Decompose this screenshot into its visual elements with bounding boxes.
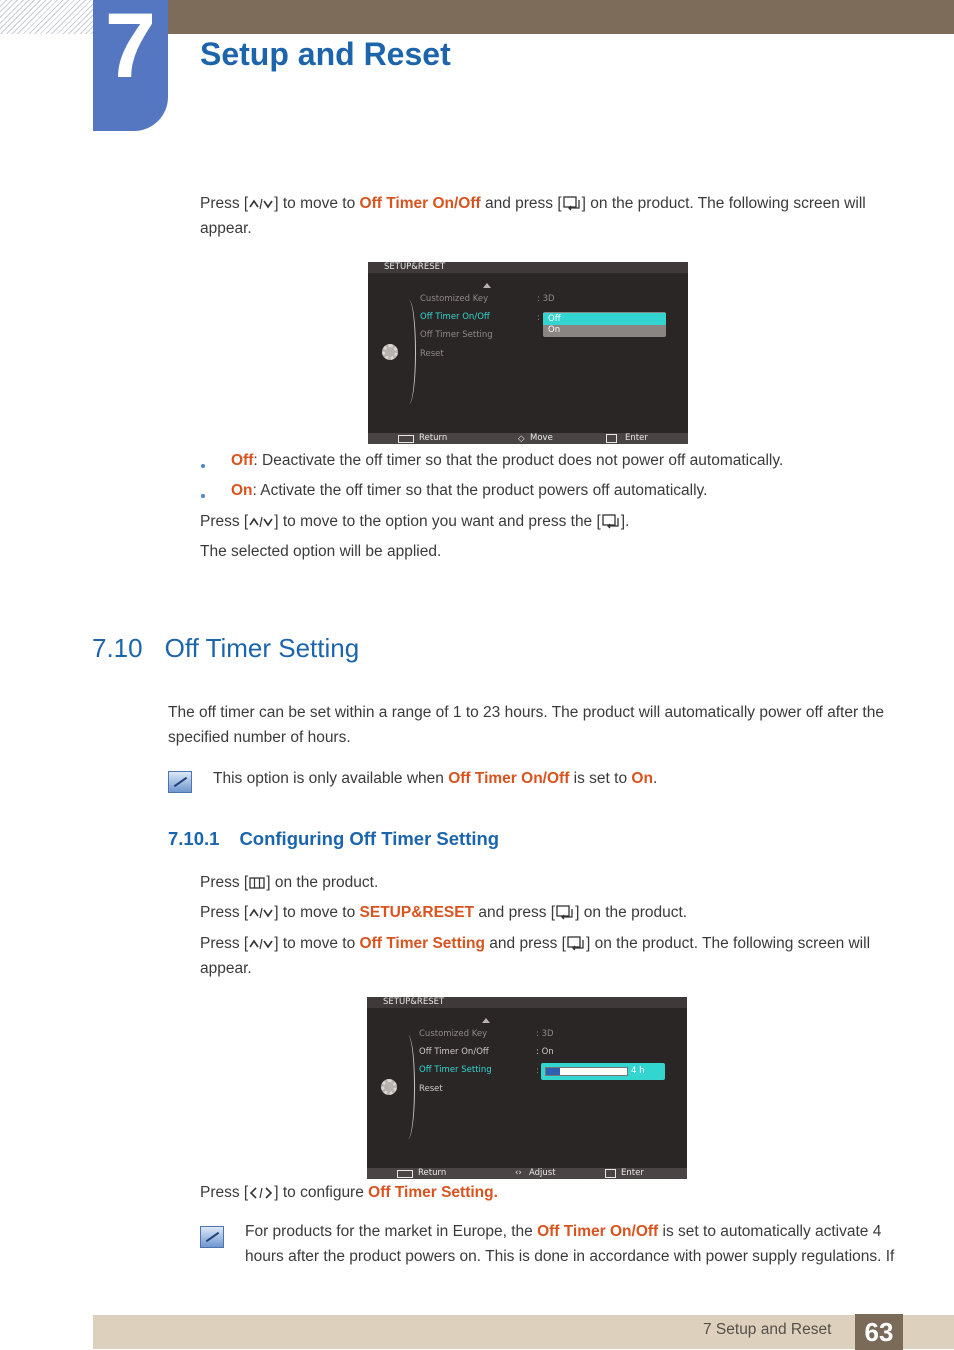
osd-footer-enter: Enter [625, 433, 648, 443]
bullet-dot [201, 494, 205, 498]
osd-value-customized-key: : 3D [536, 1029, 554, 1039]
osd-title: SETUP&RESET [368, 262, 688, 273]
menu-icon [397, 1170, 413, 1178]
osd-option-off: Off [548, 314, 561, 324]
left-right-icon: ‹› [515, 1168, 522, 1178]
scroll-up-arrow-icon [482, 1018, 490, 1023]
section-intro: The off timer can be set within a range of 1 to 23 hours. The product will automatically power off after the specified number of hours. [168, 704, 884, 746]
step-configure: Press [ ] to configure Off Timer Setting. [200, 1184, 498, 1201]
osd-item-off-timer-setting: Off Timer Setting [419, 1065, 492, 1075]
osd-item-customized-key: Customized Key [419, 1029, 488, 1039]
gear-icon [381, 1079, 397, 1095]
move-icon: ◇ [518, 434, 525, 444]
osd-footer-return: Return [419, 433, 448, 443]
osd-item-reset: Reset [420, 349, 444, 359]
osd-footer-enter: Enter [621, 1168, 644, 1178]
note-icon [168, 771, 192, 793]
chapter-number: 7 [104, 0, 157, 97]
osd-option-on: On [548, 325, 561, 335]
paragraph-choose-option: Press [ ] to move to the option you want and press the [ ]. [200, 513, 630, 530]
up-down-arrow-icon [248, 906, 274, 920]
menu-icon [398, 435, 414, 443]
scroll-up-arrow-icon [483, 283, 491, 288]
enter-icon [601, 513, 621, 529]
enter-icon [566, 935, 586, 951]
paragraph-applied: The selected option will be applied. [200, 543, 442, 560]
osd-footer-return: Return [418, 1168, 447, 1178]
note-europe: For products for the market in Europe, the Off Timer On/Off is set to automatically activate 4 hours after the product powers on. This is done in accordance with power supply regulations. If [245, 1223, 895, 1265]
osd-item-reset: Reset [419, 1084, 443, 1094]
osd-footer-adjust: Adjust [529, 1168, 556, 1178]
osd-slider-track [545, 1067, 628, 1076]
osd-item-customized-key: Customized Key [420, 294, 489, 304]
osd-item-off-timer-on-off: Off Timer On/Off [419, 1047, 489, 1057]
osd-dropdown [543, 312, 666, 337]
osd-slider [541, 1063, 665, 1080]
step-move-off-timer-setting: Press [ ] to move to Off Timer Setting and press [ ] on the product. The following screen will appear. [200, 935, 871, 977]
header-hatch [0, 0, 95, 34]
up-down-arrow-icon [248, 197, 274, 211]
osd-footer [368, 433, 688, 444]
osd-screen-off-timer-on-off: SETUP&RESET Customized Key Off Timer On/Off Off Timer Setting Reset : 3D : Off On Return ◇ Move Enter [368, 262, 688, 444]
osd-slider-fill [546, 1068, 560, 1075]
enter-icon [605, 1169, 616, 1178]
osd-value-separator: : [536, 1066, 539, 1076]
bullet-on: On: Activate the off timer so that the product powers off automatically. [231, 482, 708, 499]
menu-arc [401, 1035, 415, 1139]
enter-icon [555, 904, 575, 920]
osd-screen-off-timer-setting [367, 997, 687, 1179]
osd-value-customized-key: : 3D [537, 294, 555, 304]
menu-icon [248, 876, 266, 890]
enter-icon [562, 195, 582, 211]
page-number: 63 [855, 1314, 903, 1350]
gear-icon [382, 344, 398, 360]
step-press-menu: Press [ ] on the product. [200, 874, 379, 891]
header-bar [95, 0, 954, 34]
footer-label: 7 Setup and Reset [703, 1321, 832, 1338]
paragraph-move-off-timer: Press [ ] to move to Off Timer On/Off and press [ ] on the product. The following screen will appear. [200, 195, 866, 237]
up-down-arrow-icon [248, 937, 274, 951]
chapter-title: Setup and Reset [200, 36, 451, 72]
bullet-dot [201, 464, 205, 468]
osd-item-off-timer-on-off: Off Timer On/Off [420, 312, 490, 322]
osd-slider-value: 4 h [631, 1066, 645, 1076]
step-move-setup-reset: Press [ ] to move to SETUP&RESET and press [ ] on the product. [200, 904, 688, 921]
section-heading: 7.10 Off Timer Setting [92, 633, 360, 663]
osd-option-selected [543, 313, 666, 325]
osd-item-off-timer-setting: Off Timer Setting [420, 330, 493, 340]
osd-title: SETUP&RESET [367, 997, 687, 1008]
bullet-off: Off: Deactivate the off timer so that the product does not power off automatically. [231, 452, 784, 469]
note-availability: This option is only available when Off Timer On/Off is set to On. [213, 770, 658, 787]
osd-footer-move: Move [530, 433, 553, 443]
left-right-arrow-icon [248, 1186, 274, 1200]
enter-icon [606, 434, 617, 443]
osd-footer [367, 1168, 687, 1179]
menu-arc [402, 300, 416, 404]
up-down-arrow-icon [248, 515, 274, 529]
chapter-badge [93, 0, 168, 131]
note-icon [200, 1226, 224, 1248]
osd-value-off-timer: : On [536, 1047, 554, 1057]
subsection-heading: 7.10.1 Configuring Off Timer Setting [168, 828, 500, 849]
